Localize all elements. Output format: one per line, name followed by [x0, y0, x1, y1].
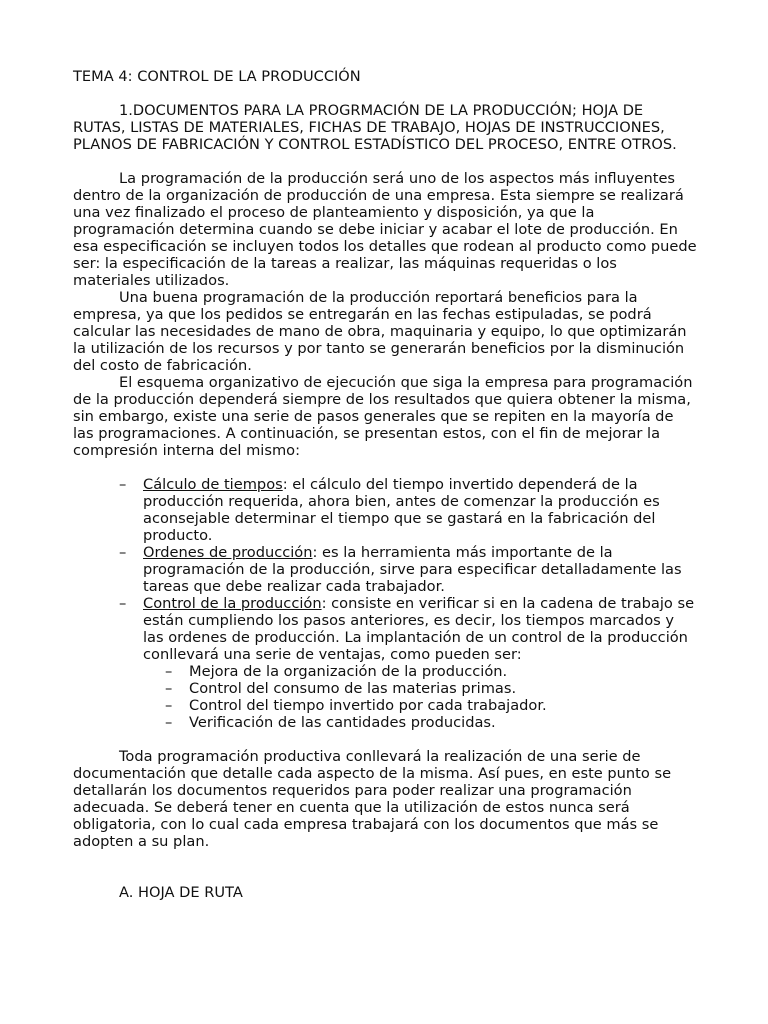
body-paragraph: La programación de la producción será uno de los aspectos más influyentes dentro de la organización de producción de una empresa. Esta siempre se realizará una vez finalizado el proceso de planteamiento y disposición, ya que la programación determina cuando se debe iniciar y acabar el lote de producción. En esa especificación se incluyen todos los detalles que rodean al producto como puede ser: la especificación de la tareas a realizar, las máquinas requeridas o los materiales utilizados. — [73, 170, 697, 289]
sub-list-item — [143, 680, 698, 697]
list-item-text: : consiste en verificar si en la cadena de trabajo se están cumpliendo los pasos anteriores, es decir, los tiempos marcados y las ordenes de producción. La implantación de un control de la producción conllevará una serie de ventajas, como pueden ser: — [143, 595, 695, 663]
steps-list — [73, 476, 698, 731]
list-item-term: Control de la producción — [143, 595, 322, 612]
document-page — [73, 68, 698, 901]
sub-list-item — [143, 663, 698, 680]
body-paragraph: El esquema organizativo de ejecución que siga la empresa para programación de la producción dependerá siempre de los resultados que quiera obtener la misma, sin embargo, existe una serie de pasos generales que se repiten en la mayoría de las programaciones. A continuación, se presentan estos, con el fin de mejorar la compresión interna del mismo: — [73, 374, 693, 459]
list-item — [73, 476, 698, 544]
spacer — [73, 867, 698, 884]
list-item-term: Cálculo de tiempos — [143, 476, 283, 493]
list-item — [73, 544, 698, 595]
spacer — [73, 85, 698, 102]
dash-bullet: – — [165, 663, 173, 680]
sub-list-item — [143, 697, 698, 714]
dash-bullet: – — [165, 697, 173, 714]
list-item-text: : es la herramienta más importante de la programación de la producción, sirve para especificar detalladamente las tareas que debe realizar cada trabajador. — [143, 544, 682, 595]
advantages-list — [143, 663, 698, 731]
document-title: TEMA 4: CONTROL DE LA PRODUCCIÓN — [73, 68, 361, 85]
section-heading: 1.DOCUMENTOS PARA LA PROGRMACIÓN DE LA PRODUCCIÓN; HOJA DE RUTAS, LISTAS DE MATERIALES, FICHAS DE TRABAJO, HOJAS DE INSTRUCCIONES, PLANOS DE FABRICACIÓN Y CONTROL ESTADÍSTICO DEL PROCESO, ENTRE OTROS. — [73, 102, 677, 153]
list-item-term: Ordenes de producción — [143, 544, 313, 561]
sub-list-item-text: Mejora de la organización de la producción. — [189, 663, 508, 680]
spacer — [73, 850, 698, 867]
subsection-heading: A. HOJA DE RUTA — [119, 884, 243, 901]
dash-bullet: – — [165, 714, 173, 731]
list-item-text: : el cálculo del tiempo invertido dependerá de la producción requerida, ahora bien, antes de comenzar la producción es aconsejable determinar el tiempo que se gastará en la fabricación del producto. — [143, 476, 660, 544]
sub-list-item — [143, 714, 698, 731]
spacer — [73, 459, 698, 476]
spacer — [73, 153, 698, 170]
dash-bullet: – — [165, 680, 173, 697]
closing-paragraph: Toda programación productiva conllevará la realización de una serie de documentación que detalle cada aspecto de la misma. Así pues, en este punto se detallarán los documentos requeridos para poder realizar una programación adecuada. Se deberá tener en cuenta que la utilización de estos nunca será obligatoria, con lo cual cada empresa trabajará con los documentos que más se adopten a su plan. — [73, 748, 672, 850]
sub-list-item-text: Control del consumo de las materias primas. — [189, 680, 517, 697]
sub-list-item-text: Control del tiempo invertido por cada trabajador. — [189, 697, 547, 714]
dash-bullet: – — [119, 544, 127, 561]
sub-list-item-text: Verificación de las cantidades producidas. — [189, 714, 496, 731]
list-item — [73, 595, 698, 731]
dash-bullet: – — [119, 476, 127, 493]
spacer — [73, 731, 698, 748]
body-paragraph: Una buena programación de la producción reportará beneficios para la empresa, ya que los pedidos se entregarán en las fechas estipuladas, se podrá calcular las necesidades de mano de obra, maquinaria y equipo, lo que optimizarán la utilización de los recursos y por tanto se generarán beneficios por la disminución del costo de fabricación. — [73, 289, 687, 374]
dash-bullet: – — [119, 595, 127, 612]
